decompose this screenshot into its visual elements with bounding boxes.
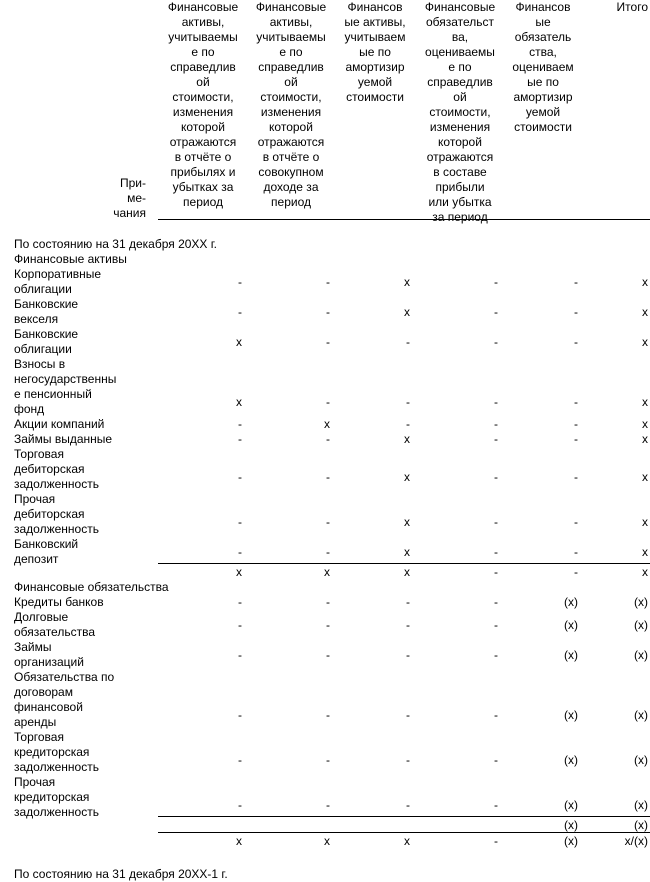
assets-row-value: - [494,432,498,446]
liabilities-row-value: (х) [564,595,578,609]
assets-row-label: Акции компаний [14,417,105,431]
liabilities-row-value: - [238,595,242,609]
liabilities-row-value: (х) [634,753,648,767]
liabilities-row-value: - [238,798,242,812]
assets-row-value: х [642,305,648,319]
liabilities-row-value: (х) [564,753,578,767]
assets-row-value: х [642,515,648,529]
liabilities-row-value: - [238,648,242,662]
liabilities-row-value: - [494,618,498,632]
assets-row-value: - [406,335,410,349]
grand-total-value: (х) [564,834,578,848]
assets-row-value: х [404,275,410,289]
assets-total-value: х [324,565,330,579]
grand-total-value: х [324,834,330,848]
assets-row-value: - [574,545,578,559]
liabilities-row-value: - [326,753,330,767]
grand-total-value: х/(х) [624,834,648,848]
assets-row-value: - [574,305,578,319]
assets-row-value: х [642,395,648,409]
assets-row-value: х [236,335,242,349]
assets-row-label: Займы выданные [14,432,113,446]
assets-row-value: - [494,305,498,319]
liabilities-row-value: - [406,753,410,767]
grand-total-value: - [494,834,498,848]
assets-row-value: - [494,515,498,529]
assets-total-value: - [574,565,578,579]
header-notes: При- ме- чания [113,176,146,220]
assets-row-value: х [642,432,648,446]
assets-row-value: - [238,417,242,431]
liabilities-row-value: (х) [564,708,578,722]
assets-row-value: - [326,470,330,484]
assets-row-value: х [404,305,410,319]
assets-row-value: - [494,417,498,431]
assets-row-value: - [326,395,330,409]
liabilities-row-value: - [406,798,410,812]
assets-row-value: - [238,305,242,319]
liabilities-row-value: (х) [634,618,648,632]
assets-row-label: Взносы в негосударственны е пенсионный фонд [14,357,117,416]
liabilities-row-value: - [494,595,498,609]
liabilities-total-value: (х) [634,818,648,832]
liabilities-row-value: - [238,753,242,767]
liabilities-heading: Финансовые обязательства [14,580,169,594]
assets-row-value: - [494,275,498,289]
assets-row-value: - [406,395,410,409]
header-col-5: Финансов ые обязатель ства, оцениваем ые по амортизир уемой стоимости [512,0,574,134]
assets-row-value: - [238,275,242,289]
liabilities-row-value: (х) [634,595,648,609]
grand-total-rule [158,832,650,833]
grand-total-value: х [404,834,410,848]
liabilities-row-value: (х) [564,798,578,812]
header-col-3: Финансов ые активы, учитываем ые по амортизир уемой стоимости [344,0,406,104]
grand-total-value: х [236,834,242,848]
liabilities-row-value: - [494,648,498,662]
liabilities-row-value: - [326,648,330,662]
liabilities-row-label: Займы организаций [14,640,84,669]
period-heading-2: По состоянию на 31 декабря 20ХХ-1 г. [14,867,228,881]
liabilities-row-value: - [406,595,410,609]
assets-row-value: - [326,305,330,319]
assets-row-value: - [494,545,498,559]
assets-total-value: х [404,565,410,579]
header-col-1: Финансовые активы, учитываемы е по справедлив ой стоимости, изменения которой отражаются в отчёте о прибылях и убытках за период [167,0,239,209]
liabilities-row-value: - [238,618,242,632]
liabilities-row-value: (х) [634,798,648,812]
assets-row-value: - [326,275,330,289]
liabilities-row-value: - [494,798,498,812]
liabilities-row-value: - [238,708,242,722]
liabilities-row-label: Торговая кредиторская задолженность [14,730,99,774]
assets-row-value: х [642,470,648,484]
assets-row-value: - [574,417,578,431]
liabilities-row-value: - [494,753,498,767]
liabilities-row-value: - [326,618,330,632]
period-heading-1: По состоянию на 31 декабря 20ХХ г. [14,237,217,251]
assets-row-value: - [238,470,242,484]
liabilities-row-value: (х) [634,648,648,662]
assets-row-value: - [406,417,410,431]
assets-row-value: х [324,417,330,431]
assets-row-value: - [574,275,578,289]
assets-total-rule [158,563,650,564]
assets-row-label: Банковские векселя [14,297,79,326]
assets-row-value: - [238,515,242,529]
assets-heading: Финансовые активы [14,252,127,266]
assets-row-value: х [404,545,410,559]
assets-row-value: х [642,545,648,559]
liabilities-row-value: - [326,708,330,722]
liabilities-row-label: Обязательства по договорам финансовой аренды [14,670,115,729]
assets-row-label: Банковский депозит [14,537,79,566]
liabilities-row-value: (х) [564,648,578,662]
assets-total-value: х [642,565,648,579]
assets-row-value: х [236,395,242,409]
assets-row-value: - [326,515,330,529]
header-col-4: Финансовые обязательст ва, оцениваемы е по справедлив ой стоимости, изменения которой отражаются в составе прибыли или убытка за период [424,0,496,224]
assets-row-label: Корпоративные облигации [14,267,102,296]
assets-total-value: - [494,565,498,579]
assets-row-value: х [642,417,648,431]
assets-row-value: - [326,432,330,446]
assets-row-value: - [574,432,578,446]
liabilities-row-value: (х) [634,708,648,722]
liabilities-row-label: Долговые обязательства [14,610,95,639]
assets-row-label: Банковские облигации [14,327,79,356]
liabilities-row-value: - [406,708,410,722]
assets-row-value: - [574,515,578,529]
assets-row-value: - [494,395,498,409]
header-col-6: Итого [616,0,648,14]
assets-row-value: х [404,432,410,446]
assets-row-value: х [404,470,410,484]
header-rule [158,219,650,220]
liabilities-total-rule [158,816,650,817]
liabilities-total-value: (х) [564,818,578,832]
assets-row-value: - [494,335,498,349]
assets-row-value: х [642,335,648,349]
liabilities-row-value: - [494,708,498,722]
assets-row-value: - [574,470,578,484]
assets-total-value: х [236,565,242,579]
assets-row-label: Прочая дебиторская задолженность [14,492,99,536]
header-col-2: Финансовые активы, учитываемы е по справедлив ой стоимости, изменения которой отражаются в отчёте о совокупном доходе за период [255,0,327,209]
assets-row-value: - [574,335,578,349]
liabilities-row-value: - [326,798,330,812]
liabilities-row-label: Кредиты банков [14,595,104,609]
assets-row-value: х [404,515,410,529]
assets-row-label: Торговая дебиторская задолженность [14,447,99,491]
assets-row-value: - [326,545,330,559]
liabilities-row-value: (х) [564,618,578,632]
assets-row-value: - [326,335,330,349]
assets-row-value: - [238,545,242,559]
liabilities-row-value: - [326,595,330,609]
assets-row-value: х [642,275,648,289]
assets-row-value: - [494,470,498,484]
liabilities-row-label: Прочая кредиторская задолженность [14,775,99,819]
liabilities-row-value: - [406,618,410,632]
assets-row-value: - [574,395,578,409]
assets-row-value: - [238,432,242,446]
liabilities-row-value: - [406,648,410,662]
